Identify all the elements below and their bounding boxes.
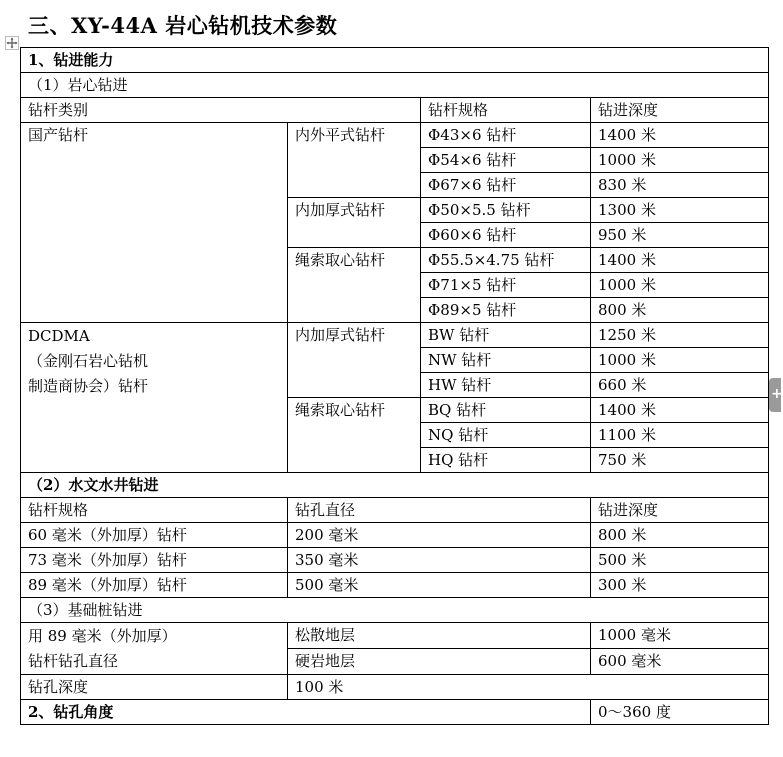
spec-cell: NQ 钻杆 [421,423,591,448]
pile-label-line: 用 89 毫米（外加厚） [28,627,177,645]
subcategory-cell: 内加厚式钻杆 [288,198,421,248]
spec-cell: Φ50×5.5 钻杆 [421,198,591,223]
table-row [21,623,769,649]
table-row [21,700,769,725]
depth-cell: 1000 米 [591,148,769,173]
add-row-icon[interactable]: + [769,378,781,412]
table-move-handle-icon[interactable] [5,36,19,50]
spec-cell: Φ71×5 钻杆 [421,273,591,298]
subcategory-cell: 内外平式钻杆 [288,123,421,198]
category-line: （金刚石岩心钻机 [28,352,149,370]
table-row [21,675,769,700]
column-header: 钻杆规格 [21,498,288,523]
column-header: 钻进深度 [591,98,769,123]
column-header: 钻杆规格 [421,98,591,123]
depth-cell: 1400 米 [591,398,769,423]
pile-label-line: 钻杆钻孔直径 [28,652,119,670]
spec-cell: Φ43×6 钻杆 [421,123,591,148]
pile-label-cell [21,623,288,675]
depth-cell: 750 米 [591,448,769,473]
depth-cell: 1100 米 [591,423,769,448]
spec-cell: Φ60×6 钻杆 [421,223,591,248]
table-row [21,573,769,598]
table-row [21,523,769,548]
depth-cell: 660 米 [591,373,769,398]
table-row [21,473,769,498]
depth-cell: 1400 米 [591,248,769,273]
spec-cell: Φ54×6 钻杆 [421,148,591,173]
category-cell [21,323,288,473]
spec-cell: HQ 钻杆 [421,448,591,473]
depth-cell: 500 米 [591,548,769,573]
table-row [21,548,769,573]
layer-cell: 硬岩地层 [288,649,591,675]
diameter-cell: 350 毫米 [288,548,591,573]
column-header: 钻进深度 [591,498,769,523]
section-heading: 2、钻孔角度 [21,700,591,725]
table-row [21,323,769,348]
spec-cell: BW 钻杆 [421,323,591,348]
column-header: 钻杆类别 [21,98,421,123]
angle-value-cell: 0～360 度 [591,700,769,725]
depth-cell: 830 米 [591,173,769,198]
layer-cell: 松散地层 [288,623,591,649]
depth-cell: 800 米 [591,523,769,548]
diameter-cell: 200 毫米 [288,523,591,548]
table-row [21,73,769,98]
spec-cell: Φ89×5 钻杆 [421,298,591,323]
table-row [21,123,769,148]
subsection-heading: （2）水文水井钻进 [21,473,769,498]
depth-cell: 1000 米 [591,348,769,373]
column-header: 钻孔直径 [288,498,591,523]
table-row [21,98,769,123]
depth-value-cell: 100 米 [288,675,769,700]
table-row [21,498,769,523]
spec-cell: 73 毫米（外加厚）钻杆 [21,548,288,573]
spec-cell: Φ55.5×4.75 钻杆 [421,248,591,273]
depth-label-cell: 钻孔深度 [21,675,288,700]
spec-table [20,47,769,725]
section-heading: 1、钻进能力 [21,48,769,73]
depth-cell: 300 米 [591,573,769,598]
spec-cell: 60 毫米（外加厚）钻杆 [21,523,288,548]
spec-cell: Φ67×6 钻杆 [421,173,591,198]
spec-cell: BQ 钻杆 [421,398,591,423]
category-line: 制造商协会）钻杆 [28,377,149,395]
table-row [21,48,769,73]
depth-cell: 800 米 [591,298,769,323]
spec-cell: NW 钻杆 [421,348,591,373]
depth-cell: 1300 米 [591,198,769,223]
subcategory-cell: 内加厚式钻杆 [288,323,421,398]
depth-cell: 1400 米 [591,123,769,148]
subcategory-cell: 绳索取心钻杆 [288,248,421,323]
depth-cell: 1250 米 [591,323,769,348]
spec-cell: 89 毫米（外加厚）钻杆 [21,573,288,598]
diameter-cell: 1000 毫米 [591,623,769,649]
subcategory-cell: 绳索取心钻杆 [288,398,421,473]
page-title: 三、XY-44A 岩心钻机技术参数 [28,13,338,38]
table-row [21,598,769,623]
depth-cell: 1000 米 [591,273,769,298]
depth-cell: 950 米 [591,223,769,248]
category-line: DCDMA [28,327,90,345]
subsection-heading: （3）基础桩钻进 [21,598,769,623]
spec-cell: HW 钻杆 [421,373,591,398]
diameter-cell: 600 毫米 [591,649,769,675]
category-cell: 国产钻杆 [21,123,288,323]
subsection-heading: （1）岩心钻进 [21,73,769,98]
diameter-cell: 500 毫米 [288,573,591,598]
